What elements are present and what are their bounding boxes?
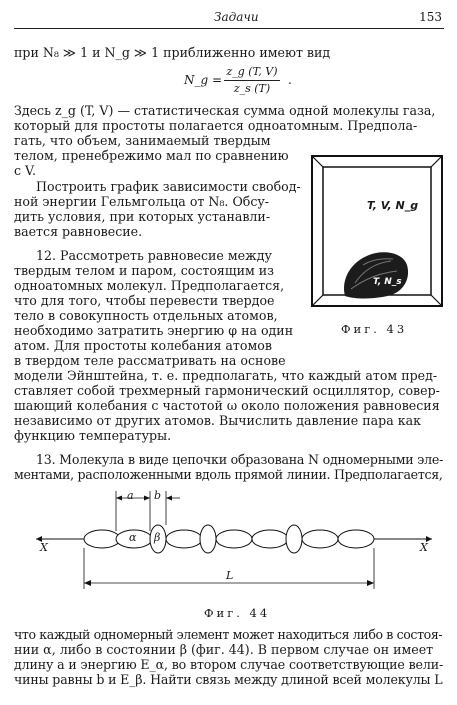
formula-denominator: z_s (T) bbox=[233, 82, 271, 95]
text-line: функцию температуры. bbox=[14, 428, 172, 443]
fraction-bar bbox=[224, 80, 280, 81]
formula-lhs: N_g = bbox=[184, 73, 223, 87]
text-line: дить условия, при которых устанавли- bbox=[14, 209, 271, 224]
page-header bbox=[14, 8, 444, 29]
label-a: a bbox=[127, 489, 134, 502]
gas-label: T, V, N_g bbox=[367, 199, 419, 212]
label-b: b bbox=[154, 489, 162, 502]
text-line: Построить график зависимости свобод- bbox=[36, 179, 301, 194]
text-line: необходимо затратить энергию φ на один bbox=[14, 323, 294, 338]
text-line: одноатомных молекул. Предполагается, bbox=[14, 278, 285, 293]
text-line: шающий колебания с частотой ω около положения равновесия bbox=[14, 398, 440, 413]
box-drawing bbox=[311, 155, 443, 317]
formula-end: . bbox=[288, 73, 292, 87]
figure-caption: Фиг. 43 bbox=[341, 322, 408, 336]
text-line: вается равновесие. bbox=[14, 224, 143, 239]
text-line: телом, пренебрежимо мал по сравнению bbox=[14, 148, 289, 163]
text-line: атом. Для простоты колебания атомов bbox=[14, 338, 272, 353]
page-number: 153 bbox=[419, 10, 442, 24]
formula-intro: при N₈ ≫ 1 и N_g ≫ 1 приближенно имеют вид bbox=[14, 45, 331, 60]
text-line: 12. Рассмотреть равновесие между bbox=[36, 248, 272, 263]
solid-label: T, N_s bbox=[373, 277, 402, 287]
text-line: с V. bbox=[14, 163, 36, 178]
text-line: независимо от других атомов. Вычислить давление пара как bbox=[14, 413, 421, 428]
label-alpha: α bbox=[129, 531, 137, 544]
label-l: L bbox=[226, 569, 234, 582]
label-beta: β bbox=[154, 531, 161, 544]
text-line: длину a и энергию E_α, во втором случае соответствующие вели- bbox=[14, 657, 444, 672]
text-line: нии α, либо в состоянии β (фиг. 44). В первом случае он имеет bbox=[14, 642, 434, 657]
text-line: тело в совокупность отдельных атомов, bbox=[14, 308, 278, 323]
text-line: модели Эйнштейна, т. е. предполагать, что каждый атом пред- bbox=[14, 368, 438, 383]
formula bbox=[184, 64, 304, 98]
label-x-left: X bbox=[40, 541, 48, 554]
formula-numerator: z_g (T, V) bbox=[226, 65, 278, 78]
figure-44 bbox=[28, 485, 438, 595]
text-line: что каждый одномерный элемент может находиться либо в состоя- bbox=[14, 627, 443, 642]
text-line: ставляет собой трехмерный гармонический осциллятор, совер- bbox=[14, 383, 440, 398]
figure-43 bbox=[311, 155, 443, 336]
text-line: в твердом теле рассматривать на основе bbox=[14, 353, 286, 368]
text-line: Здесь z_g (T, V) — статистическая сумма одной молекулы газа, bbox=[14, 103, 436, 118]
text-line: гать, что объем, занимаемый твердым bbox=[14, 133, 271, 148]
text-line: который для простоты полагается одноатомным. Предпола- bbox=[14, 118, 418, 133]
section-title: Задачи bbox=[214, 10, 259, 24]
text-line: ментами, расположенными вдоль прямой линии. Предполагается, bbox=[14, 467, 443, 482]
text-line: чины равны b и E_β. Найти связь между длиной всей молекулы L bbox=[14, 672, 443, 687]
text-line: 13. Молекула в виде цепочки образована N одномерными эле- bbox=[36, 452, 444, 467]
label-x-right: X bbox=[420, 541, 428, 554]
figure-caption: Фиг. 44 bbox=[204, 606, 271, 620]
text-line: ной энергии Гельмгольца от N₈. Обсу- bbox=[14, 194, 270, 209]
text-line: что для того, чтобы перевести твердое bbox=[14, 293, 275, 308]
text-line: твердым телом и паром, состоящим из bbox=[14, 263, 275, 278]
